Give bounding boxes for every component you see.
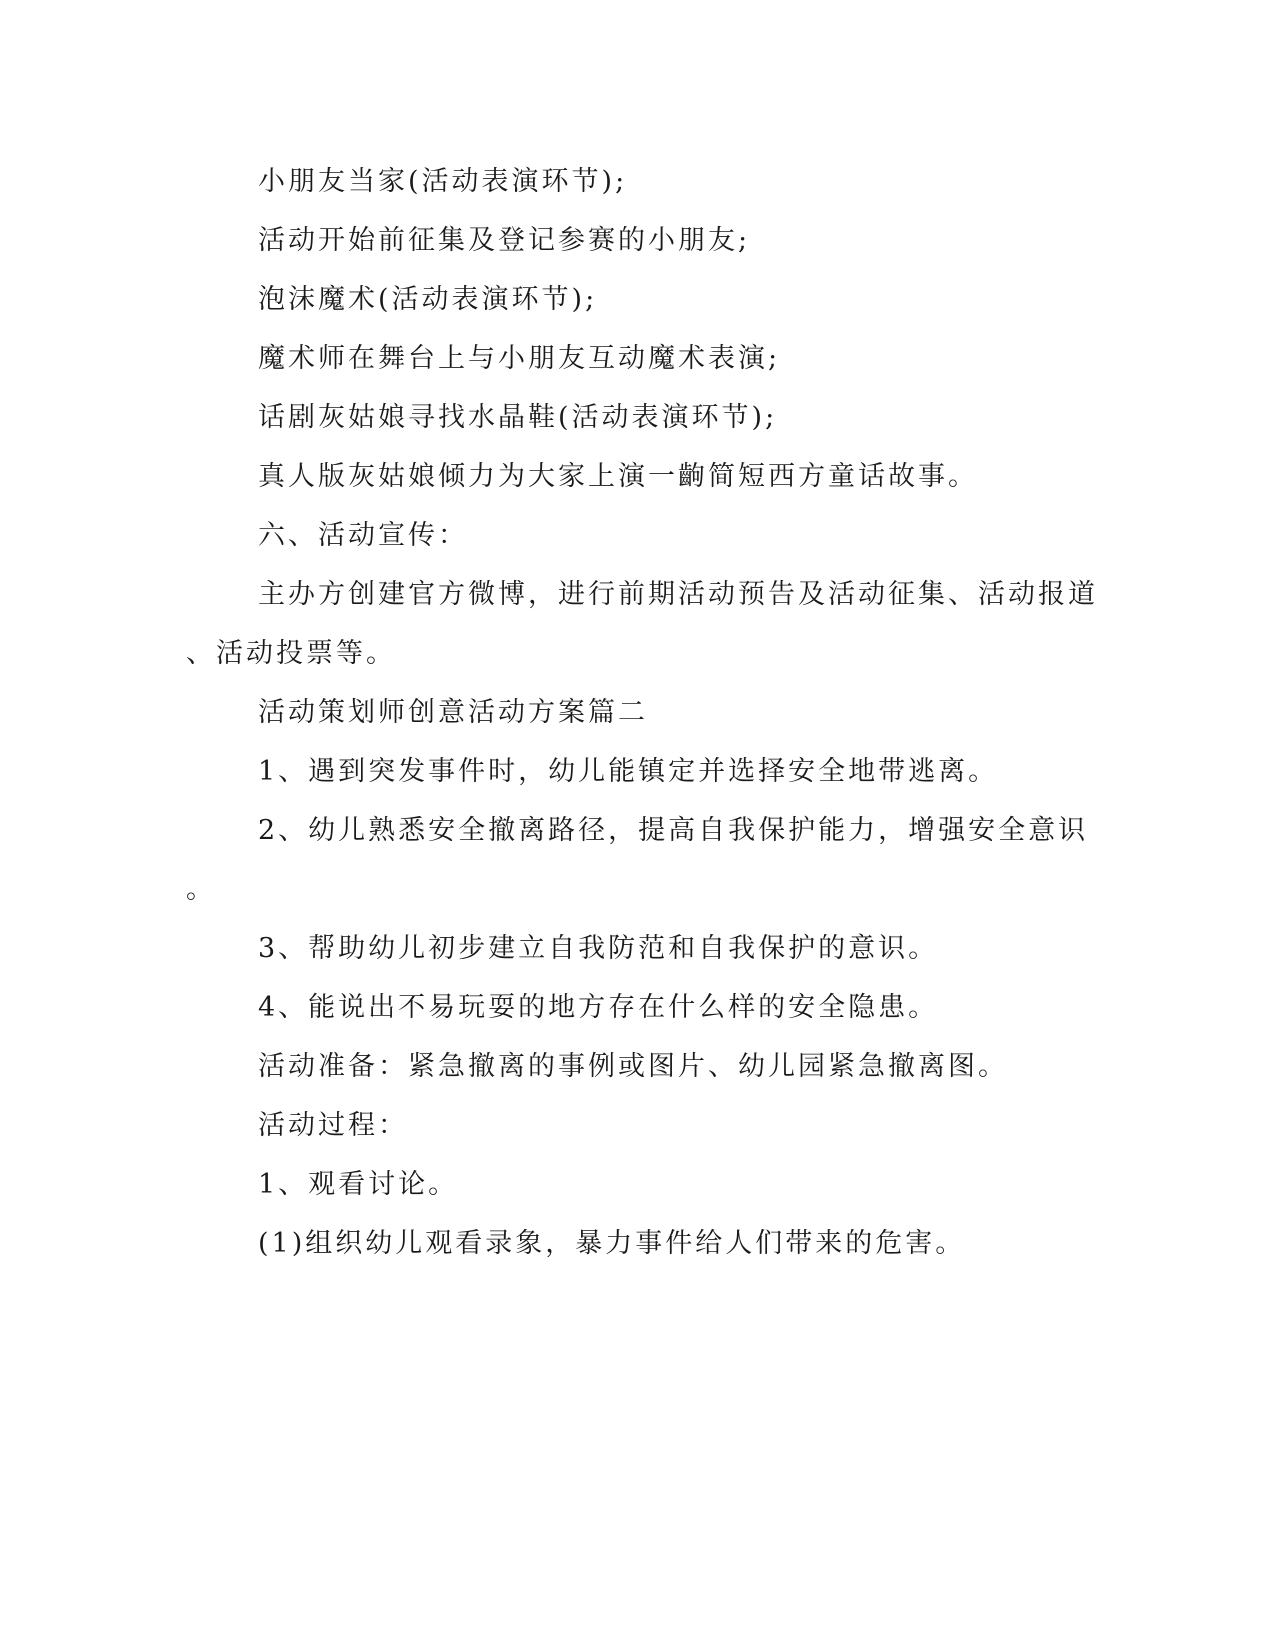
text-line: 真人版灰姑娘倾力为大家上演一齣简短西方童话故事。 — [258, 461, 978, 492]
text-line: 活动准备：紧急撤离的事例或图片、幼儿园紧急撤离图。 — [258, 1051, 1008, 1082]
text-line: 主办方创建官方微博，进行前期活动预告及活动征集、活动报道 — [258, 579, 1098, 610]
text-line: 4、能说出不易玩耍的地方存在什么样的安全隐患。 — [258, 992, 939, 1023]
text-line: 话剧灰姑娘寻找水晶鞋(活动表演环节); — [258, 402, 778, 433]
text-line-continuation: 。 — [186, 874, 216, 905]
text-line: 活动开始前征集及登记参赛的小朋友; — [258, 225, 751, 256]
text-line: 活动过程： — [258, 1110, 408, 1141]
text-line: 3、帮助幼儿初步建立自我防范和自我保护的意识。 — [258, 933, 939, 964]
section-heading: 六、活动宣传： — [258, 520, 468, 551]
text-line: 2、幼儿熟悉安全撤离路径，提高自我保护能力，增强安全意识 — [258, 815, 1089, 846]
text-line: 1、遇到突发事件时，幼儿能镇定并选择安全地带逃离。 — [258, 756, 999, 787]
text-line-continuation: 、活动投票等。 — [186, 638, 396, 669]
text-line: (1)组织幼儿观看录象，暴力事件给人们带来的危害。 — [258, 1228, 966, 1259]
text-line: 魔术师在舞台上与小朋友互动魔术表演; — [258, 343, 781, 374]
text-line: 1、观看讨论。 — [258, 1169, 459, 1200]
section-heading: 活动策划师创意活动方案篇二 — [258, 697, 648, 728]
text-line: 泡沫魔术(活动表演环节); — [258, 284, 598, 315]
text-line: 小朋友当家(活动表演环节); — [258, 166, 628, 197]
